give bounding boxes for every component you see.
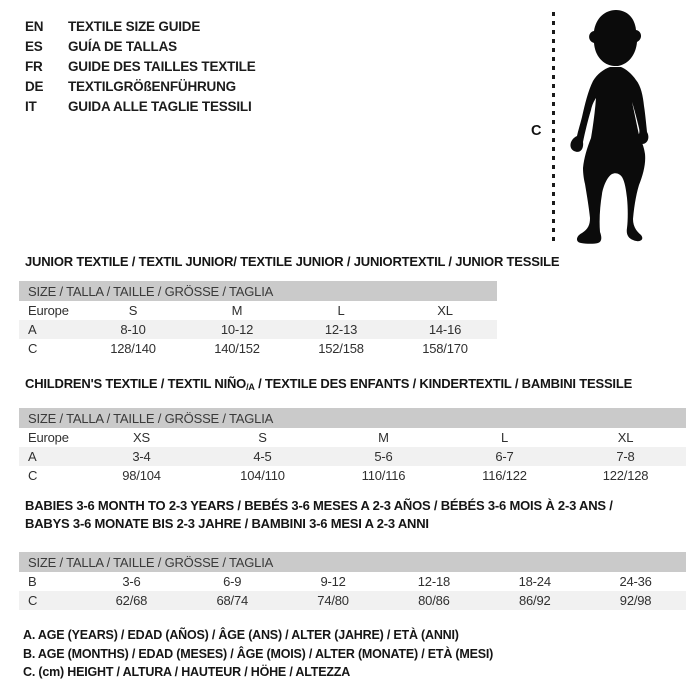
table-row [19,466,686,485]
lang-code: EN [25,18,44,34]
lang-code: DE [25,78,44,94]
table-body [19,428,686,485]
size-value-cell: 7-8 [616,449,635,464]
lang-label: GUIDE DES TAILLES TEXTILE [68,58,256,74]
size-value-cell: 5-6 [374,449,393,464]
table-title-line2: BABYS 3-6 MONATE BIS 2-3 JAHRE / BAMBINI 3-6 MESI A 2-3 ANNI [25,516,429,531]
row-label: Europe [28,303,69,318]
table-title: CHILDREN'S TEXTILE / TEXTIL $NIÑO_{/A}$ / TEXTILE DES ENFANTS / KINDERTEXTIL / BAMBINI TESSILE [25,376,633,392]
size-value-cell: 128/140 [110,341,156,356]
size-value-cell: 18-24 [518,574,551,589]
table-header-band: SIZE / TALLA / TAILLE / GRÖSSE / TAGLIA [19,281,497,301]
size-value-cell: 140/152 [214,341,260,356]
size-value-cell: 14-16 [428,322,462,337]
size-value-cell: XS [133,430,150,445]
size-value-cell: 80/86 [418,593,450,608]
lang-row-en [25,16,256,36]
size-value-cell: 3-4 [132,449,151,464]
lang-row-fr [25,56,256,76]
babies-size-table [19,497,686,610]
lang-row-es [25,36,256,56]
size-value-cell: 122/128 [602,468,649,483]
toddler-silhouette-icon [564,8,664,246]
children-size-table [19,377,686,485]
size-value-cell: 74/80 [317,593,349,608]
size-value-cell: L [337,303,345,318]
table-body [19,572,686,610]
lang-row-de [25,76,256,96]
height-measure-label: C [531,123,542,139]
footnotes [23,626,493,682]
table-row [19,572,686,591]
size-value-cell: 10-12 [220,322,254,337]
row-label: C [28,593,38,608]
size-value-cell: M [378,430,389,445]
size-value-cell: XL [617,430,634,445]
size-value-cell: L [500,430,509,445]
size-value-cell: 24-36 [619,574,652,589]
size-value-cell: 12-18 [417,574,451,589]
footnote-c: C. (cm) HEIGHT / ALTURA / HAUTEUR / HÖHE / ALTEZZA [23,665,351,680]
size-value-cell: M [231,303,243,318]
size-value-cell: 158/170 [422,341,468,356]
row-label: B [28,574,37,589]
junior-size-table [19,255,559,358]
size-value-cell: S [128,303,138,318]
size-value-cell: 8-10 [120,322,146,337]
size-value-cell: S [258,430,267,445]
size-value-cell: 6-7 [495,449,514,464]
lang-code: ES [25,38,43,54]
size-value-cell: 12-13 [324,322,358,337]
footnote-b: B. AGE (MONTHS) / EDAD (MESES) / ÂGE (MOIS) / ALTER (MONATE) / ETÀ (MESI) [23,646,494,661]
row-label: C [28,468,38,483]
row-label: Europe [28,430,69,445]
lang-label: GUÍA DE TALLAS [68,38,177,54]
lang-label: GUIDA ALLE TAGLIE TESSILI [68,98,252,114]
size-value-cell: 3-6 [122,574,141,589]
size-value-cell: 62/68 [115,593,148,608]
size-value-cell: 86/92 [518,593,551,608]
lang-code: FR [25,58,43,74]
table-header-band: SIZE / TALLA / TAILLE / GRÖSSE / TAGLIA [19,408,686,428]
table-body [19,301,497,358]
row-label: A [28,322,37,337]
lang-label: TEXTILGRÖßENFÜHRUNG [68,78,236,94]
size-value-cell: 9-12 [320,574,346,589]
size-value-cell: 4-5 [253,449,272,464]
size-value-cell: 152/158 [318,341,364,356]
table-row [19,428,686,447]
footnote-a: A. AGE (YEARS) / EDAD (AÑOS) / ÂGE (ANS) / ALTER (JAHRE) / ETÀ (ANNI) [23,628,459,643]
size-value-cell: 92/98 [619,593,652,608]
row-label: A [28,449,37,464]
size-value-cell: 110/116 [361,468,406,483]
size-value-cell: 104/110 [240,468,285,483]
table-row [19,591,686,610]
size-value-cell: 6-9 [223,574,242,589]
table-row [19,320,497,339]
lang-code: IT [25,98,37,114]
size-value-cell: 116/122 [482,468,527,483]
lang-row-it [25,96,256,116]
height-measure-dashed-line [552,12,555,243]
table-row [19,447,686,466]
language-list [25,16,256,116]
table-row [19,301,497,320]
table-header-band: SIZE / TALLA / TAILLE / GRÖSSE / TAGLIA [19,552,686,572]
table-title: JUNIOR TEXTILE / TEXTIL JUNIOR/ TEXTILE JUNIOR / JUNIORTEXTIL / JUNIOR TESSILE [25,254,560,269]
table-row [19,339,497,358]
size-value-cell: XL [437,303,453,318]
size-value-cell: 98/104 [122,468,161,483]
table-title-line1: BABIES 3-6 MONTH TO 2-3 YEARS / BEBÉS 3-6 MESES A 2-3 AÑOS / BÉBÉS 3-6 MOIS À 2-3 ANS / [25,498,613,513]
row-label: C [28,341,38,356]
size-value-cell: 68/74 [216,593,249,608]
lang-label: TEXTILE SIZE GUIDE [68,18,201,34]
